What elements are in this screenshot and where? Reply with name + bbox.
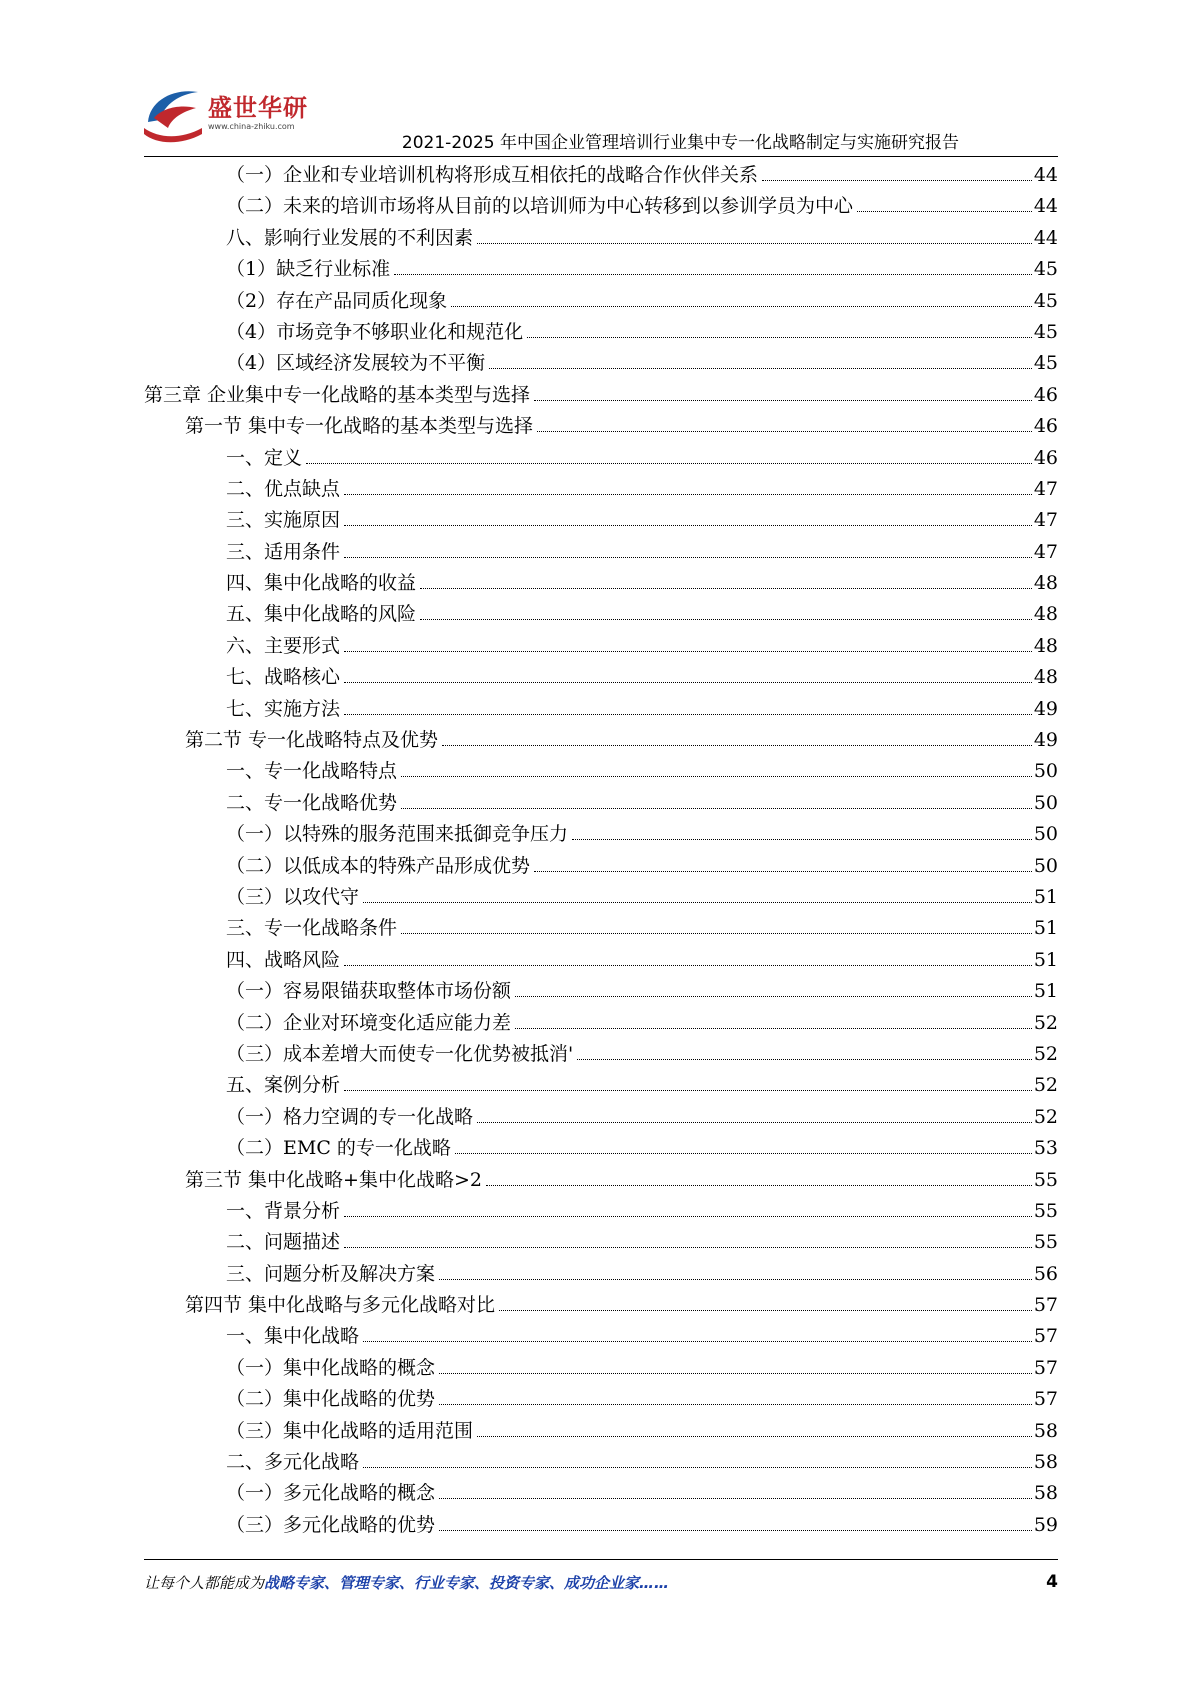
toc-entry-page: 45 [1033, 352, 1058, 375]
toc-dot-leader [363, 901, 1032, 903]
toc-entry-label: 第四节 集中化战略与多元化战略对比 [185, 1294, 496, 1317]
toc-dot-leader [489, 367, 1032, 369]
toc-entry[interactable] [144, 631, 1058, 662]
toc-entry-page: 52 [1033, 1042, 1058, 1065]
toc-entry-page: 52 [1033, 1074, 1058, 1097]
toc-dot-leader [762, 179, 1032, 181]
toc-entry[interactable] [144, 254, 1058, 285]
toc-dot-leader [439, 1403, 1032, 1405]
toc-entry[interactable] [144, 599, 1058, 630]
toc-entry-label: 七、实施方法 [226, 697, 341, 720]
toc-entry-label: （2）存在产品同质化现象 [226, 289, 448, 312]
toc-entry-label: （二）以低成本的特殊产品形成优势 [226, 854, 531, 877]
toc-entry-label: 八、影响行业发展的不利因素 [226, 226, 474, 249]
toc-entry[interactable] [144, 537, 1058, 568]
toc-entry-page: 50 [1033, 854, 1058, 877]
toc-entry-page: 49 [1033, 697, 1058, 720]
toc-dot-leader [515, 995, 1032, 997]
toc-entry-page: 51 [1033, 948, 1058, 971]
toc-dot-leader [477, 1121, 1032, 1123]
toc-entry[interactable] [144, 1290, 1058, 1321]
toc-entry-label: （二）未来的培训市场将从目前的以培训师为中心转移到以参训学员为中心 [226, 195, 854, 218]
toc-entry[interactable] [144, 1510, 1058, 1541]
toc-entry-label: 第三章 企业集中专一化战略的基本类型与选择 [144, 383, 531, 406]
toc-dot-leader [344, 681, 1032, 683]
toc-dot-leader [439, 1529, 1032, 1531]
toc-dot-leader [420, 587, 1032, 589]
toc-entry-label: 第一节 集中专一化战略的基本类型与选择 [185, 415, 534, 438]
toc-entry[interactable] [144, 1133, 1058, 1164]
toc-entry-label: 二、问题描述 [226, 1231, 341, 1254]
toc-entry-label: 四、战略风险 [226, 948, 341, 971]
toc-entry-label: 四、集中化战略的收益 [226, 572, 417, 595]
header-divider [144, 156, 1058, 157]
toc-entry[interactable] [144, 1353, 1058, 1384]
toc-dot-leader [439, 1497, 1032, 1499]
toc-dot-leader [401, 807, 1032, 809]
toc-entry-label: （一）以特殊的服务范围来抵御竞争压力 [226, 823, 569, 846]
toc-entry-label: 二、专一化战略优势 [226, 791, 398, 814]
toc-dot-leader [344, 556, 1032, 558]
toc-entry[interactable] [144, 788, 1058, 819]
toc-dot-leader [455, 1152, 1032, 1154]
toc-dot-leader [344, 1089, 1032, 1091]
toc-entry-label: （二）EMC 的专一化战略 [226, 1137, 451, 1160]
report-title: 2021-2025 年中国企业管理培训行业集中专一化战略制定与实施研究报告 [401, 133, 959, 153]
toc-entry[interactable] [144, 1165, 1058, 1196]
toc-entry[interactable] [144, 1384, 1058, 1415]
toc-entry-page: 48 [1033, 603, 1058, 626]
toc-dot-leader [306, 462, 1032, 464]
toc-entry-label: （一）容易限锚获取整体市场份额 [226, 980, 512, 1003]
toc-entry-label: 三、专一化战略条件 [226, 917, 398, 940]
toc-entry-page: 50 [1033, 791, 1058, 814]
toc-dot-leader [534, 399, 1032, 401]
toc-entry-page: 45 [1033, 320, 1058, 343]
footer-slogan-lead: 让每个人都能成为 [144, 1574, 265, 1592]
toc-dot-leader [344, 650, 1032, 652]
toc-entry[interactable] [144, 474, 1058, 505]
toc-entry[interactable] [144, 694, 1058, 725]
toc-entry-label: （一）企业和专业培训机构将形成互相依托的战略合作伙伴关系 [226, 164, 759, 186]
toc-dot-leader [363, 1340, 1032, 1342]
toc-dot-leader [451, 305, 1032, 307]
toc-entry-label: （1）缺乏行业标准 [226, 258, 391, 281]
toc-entry-label: 五、集中化战略的风险 [226, 603, 417, 626]
toc-entry-label: （一）多元化战略的概念 [226, 1482, 436, 1505]
table-of-contents [144, 160, 1058, 1541]
toc-dot-leader [486, 1184, 1032, 1186]
toc-entry[interactable] [144, 945, 1058, 976]
toc-dot-leader [572, 838, 1032, 840]
toc-entry-page: 57 [1033, 1325, 1058, 1348]
toc-entry-page: 46 [1033, 415, 1058, 438]
brand-name: 盛世华研 [208, 94, 308, 122]
toc-dot-leader [439, 1372, 1032, 1374]
toc-entry-page: 47 [1033, 509, 1058, 532]
footer-divider [144, 1559, 1058, 1560]
toc-dot-leader [420, 618, 1032, 620]
toc-dot-leader [537, 430, 1032, 432]
toc-dot-leader [515, 1027, 1032, 1029]
toc-entry-page: 57 [1033, 1356, 1058, 1379]
toc-entry-page: 52 [1033, 1105, 1058, 1128]
toc-dot-leader [442, 744, 1032, 746]
toc-entry-page: 58 [1033, 1482, 1058, 1505]
footer-slogan-roles: 战略专家、管理专家、行业专家、投资专家、成功企业家…… [264, 1574, 670, 1592]
page-footer [144, 1572, 1058, 1598]
toc-entry[interactable] [144, 411, 1058, 442]
toc-entry-page: 48 [1033, 634, 1058, 657]
toc-entry-page: 58 [1033, 1451, 1058, 1474]
toc-entry-page: 52 [1033, 1011, 1058, 1034]
toc-entry-page: 44 [1033, 195, 1058, 218]
toc-entry[interactable] [144, 1416, 1058, 1447]
toc-entry-page: 45 [1033, 289, 1058, 312]
toc-entry-page: 44 [1033, 164, 1058, 186]
toc-entry[interactable] [144, 725, 1058, 756]
toc-dot-leader [527, 336, 1032, 338]
toc-dot-leader [439, 1278, 1032, 1280]
toc-entry[interactable] [144, 443, 1058, 474]
toc-entry[interactable] [144, 1227, 1058, 1258]
toc-entry-page: 57 [1033, 1388, 1058, 1411]
toc-entry-page: 47 [1033, 540, 1058, 563]
toc-entry[interactable] [144, 882, 1058, 913]
toc-entry[interactable] [144, 380, 1058, 411]
toc-entry-page: 56 [1033, 1262, 1058, 1285]
toc-entry-label: 一、集中化战略 [226, 1325, 360, 1348]
toc-entry-page: 59 [1033, 1513, 1058, 1536]
toc-entry[interactable] [144, 160, 1058, 191]
toc-entry[interactable] [144, 1321, 1058, 1352]
toc-entry[interactable] [144, 976, 1058, 1007]
toc-dot-leader [344, 713, 1032, 715]
toc-dot-leader [499, 1309, 1032, 1311]
toc-entry-page: 48 [1033, 572, 1058, 595]
toc-entry-page: 58 [1033, 1419, 1058, 1442]
toc-entry[interactable] [144, 286, 1058, 317]
toc-entry[interactable] [144, 1008, 1058, 1039]
toc-entry[interactable] [144, 662, 1058, 693]
toc-entry-page: 55 [1033, 1168, 1058, 1191]
toc-dot-leader [344, 1215, 1032, 1217]
toc-entry-label: 二、多元化战略 [226, 1451, 360, 1474]
toc-entry[interactable] [144, 1447, 1058, 1478]
toc-entry-page: 47 [1033, 477, 1058, 500]
toc-entry-label: 六、主要形式 [226, 634, 341, 657]
toc-entry[interactable] [144, 851, 1058, 882]
toc-entry-page: 44 [1033, 226, 1058, 249]
toc-entry-label: （一）集中化战略的概念 [226, 1356, 436, 1379]
toc-entry-page: 51 [1033, 980, 1058, 1003]
toc-entry-label: （4）区域经济发展较为不平衡 [226, 352, 486, 375]
toc-entry-page: 51 [1033, 917, 1058, 940]
toc-entry-label: 五、案例分析 [226, 1074, 341, 1097]
toc-dot-leader [577, 1058, 1032, 1060]
toc-entry[interactable] [144, 1478, 1058, 1509]
toc-entry-page: 50 [1033, 823, 1058, 846]
logo-emblem-icon [140, 82, 210, 152]
toc-dot-leader [394, 273, 1032, 275]
toc-entry-label: 三、问题分析及解决方案 [226, 1262, 436, 1285]
toc-entry-label: 第二节 专一化战略特点及优势 [185, 729, 439, 752]
toc-entry-label: 一、专一化战略特点 [226, 760, 398, 783]
toc-dot-leader [344, 493, 1032, 495]
toc-entry-page: 55 [1033, 1199, 1058, 1222]
page-header [0, 0, 1191, 160]
toc-dot-leader [344, 524, 1032, 526]
toc-entry[interactable] [144, 1070, 1058, 1101]
brand-url: www.china-zhiku.com [208, 122, 295, 131]
toc-dot-leader [344, 1246, 1032, 1248]
toc-entry-label: （二）集中化战略的优势 [226, 1388, 436, 1411]
toc-entry-label: 三、适用条件 [226, 540, 341, 563]
toc-entry-page: 53 [1033, 1137, 1058, 1160]
page-number: 4 [1046, 1572, 1058, 1592]
toc-dot-leader [401, 932, 1032, 934]
toc-entry[interactable] [144, 505, 1058, 536]
toc-entry[interactable] [144, 913, 1058, 944]
toc-dot-leader [534, 870, 1032, 872]
toc-entry-label: （三）成本差增大而使专一化优势被抵消' [226, 1042, 574, 1065]
toc-entry-page: 55 [1033, 1231, 1058, 1254]
toc-entry-page: 45 [1033, 258, 1058, 281]
toc-entry[interactable] [144, 568, 1058, 599]
toc-entry-label: （一）格力空调的专一化战略 [226, 1105, 474, 1128]
toc-entry[interactable] [144, 1259, 1058, 1290]
toc-entry[interactable] [144, 223, 1058, 254]
toc-dot-leader [344, 964, 1032, 966]
company-logo [140, 82, 310, 152]
toc-entry[interactable] [144, 191, 1058, 222]
toc-entry-label: 一、背景分析 [226, 1199, 341, 1222]
toc-entry-page: 49 [1033, 729, 1058, 752]
toc-entry-label: 二、优点缺点 [226, 477, 341, 500]
toc-entry-page: 57 [1033, 1294, 1058, 1317]
toc-entry[interactable] [144, 756, 1058, 787]
toc-entry-label: （4）市场竞争不够职业化和规范化 [226, 320, 524, 343]
toc-entry-label: （三）集中化战略的适用范围 [226, 1419, 474, 1442]
toc-entry-label: （二）企业对环境变化适应能力差 [226, 1011, 512, 1034]
toc-entry-page: 50 [1033, 760, 1058, 783]
toc-entry-label: （三）以攻代守 [226, 885, 360, 908]
toc-entry[interactable] [144, 317, 1058, 348]
toc-entry[interactable] [144, 1102, 1058, 1133]
toc-entry-page: 46 [1033, 383, 1058, 406]
toc-entry[interactable] [144, 348, 1058, 379]
toc-entry[interactable] [144, 819, 1058, 850]
toc-entry-page: 46 [1033, 446, 1058, 469]
toc-dot-leader [477, 242, 1032, 244]
toc-dot-leader [401, 775, 1032, 777]
toc-entry-label: 第三节 集中化战略+集中化战略>2 [185, 1168, 482, 1191]
toc-entry[interactable] [144, 1039, 1058, 1070]
toc-entry[interactable] [144, 1196, 1058, 1227]
toc-dot-leader [477, 1435, 1032, 1437]
toc-entry-label: 七、战略核心 [226, 666, 341, 689]
toc-entry-label: 一、定义 [226, 446, 303, 469]
toc-entry-page: 51 [1033, 885, 1058, 908]
toc-dot-leader [363, 1466, 1032, 1468]
toc-dot-leader [857, 210, 1032, 212]
toc-entry-page: 48 [1033, 666, 1058, 689]
toc-entry-label: 三、实施原因 [226, 509, 341, 532]
toc-entry-label: （三）多元化战略的优势 [226, 1513, 436, 1536]
